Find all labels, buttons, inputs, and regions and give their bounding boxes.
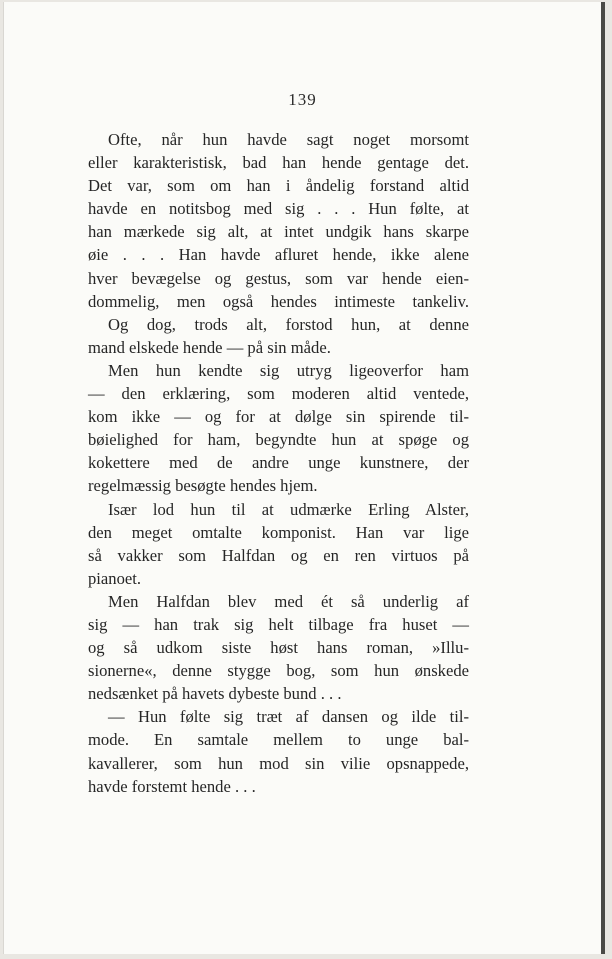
text-line: pianoet. [88, 568, 141, 588]
text-line: kom ikke — og for at dølge sin spirende til- [88, 407, 469, 427]
text-line: kavallerer, som hun mod sin vilie opsnappede, [88, 753, 469, 773]
text-line: og så udkom siste høst hans roman, »Illu- [88, 638, 469, 658]
text-line: kokettere med de andre unge kunstnere, der [88, 453, 469, 473]
text-line: han mærkede sig alt, at intet undgik hans skarpe [88, 222, 469, 242]
text-line: bøielighed for ham, begyndte hun at spøge og [88, 430, 469, 450]
text-line: havde forstemt hende . . . [88, 776, 256, 796]
text-line: mode. En samtale mellem to unge bal- [88, 730, 469, 750]
text-line: Det var, som om han i åndelig forstand altid [88, 176, 469, 196]
text-line: Især lod hun til at udmærke Erling Alster, [108, 499, 469, 519]
body-text [88, 128, 469, 798]
text-line: sig — han trak sig helt tilbage fra huset — [88, 614, 469, 634]
text-line: Ofte, når hun havde sagt noget morsomt [108, 130, 469, 149]
text-line: dommelig, men også hendes intimeste tankeliv. [88, 291, 469, 311]
text-line: den meget omtalte komponist. Han var lige [88, 522, 469, 542]
text-line: eller karakteristisk, bad han hende gentage det. [88, 153, 469, 173]
text-line: — den erklæring, som moderen altid ventede, [88, 384, 469, 404]
text-line: mand elskede hende — på sin måde. [88, 337, 331, 357]
text-line: Men hun kendte sig utryg ligeoverfor ham [108, 360, 469, 380]
text-line: så vakker som Halfdan og en ren virtuos på [88, 545, 469, 565]
text-line: Men Halfdan blev med ét så underlig af [108, 591, 469, 611]
text-line: sionerne«, denne stygge bog, som hun ønskede [88, 661, 469, 681]
text-line: regelmæssig besøgte hendes hjem. [88, 476, 318, 496]
page-number: 139 [288, 90, 317, 109]
text-line: hver bevægelse og gestus, som var hende eien- [88, 268, 469, 288]
text-line: Og dog, trods alt, forstod hun, at denne [108, 314, 469, 334]
text-line: nedsænket på havets dybeste bund . . . [88, 684, 342, 704]
text-line: havde en notitsbog med sig . . . Hun følte, at [88, 199, 469, 219]
book-page [3, 2, 605, 954]
text-line: — Hun følte sig træt af dansen og ilde til- [108, 707, 469, 727]
text-line: øie . . . Han havde afluret hende, ikke alene [88, 245, 469, 265]
